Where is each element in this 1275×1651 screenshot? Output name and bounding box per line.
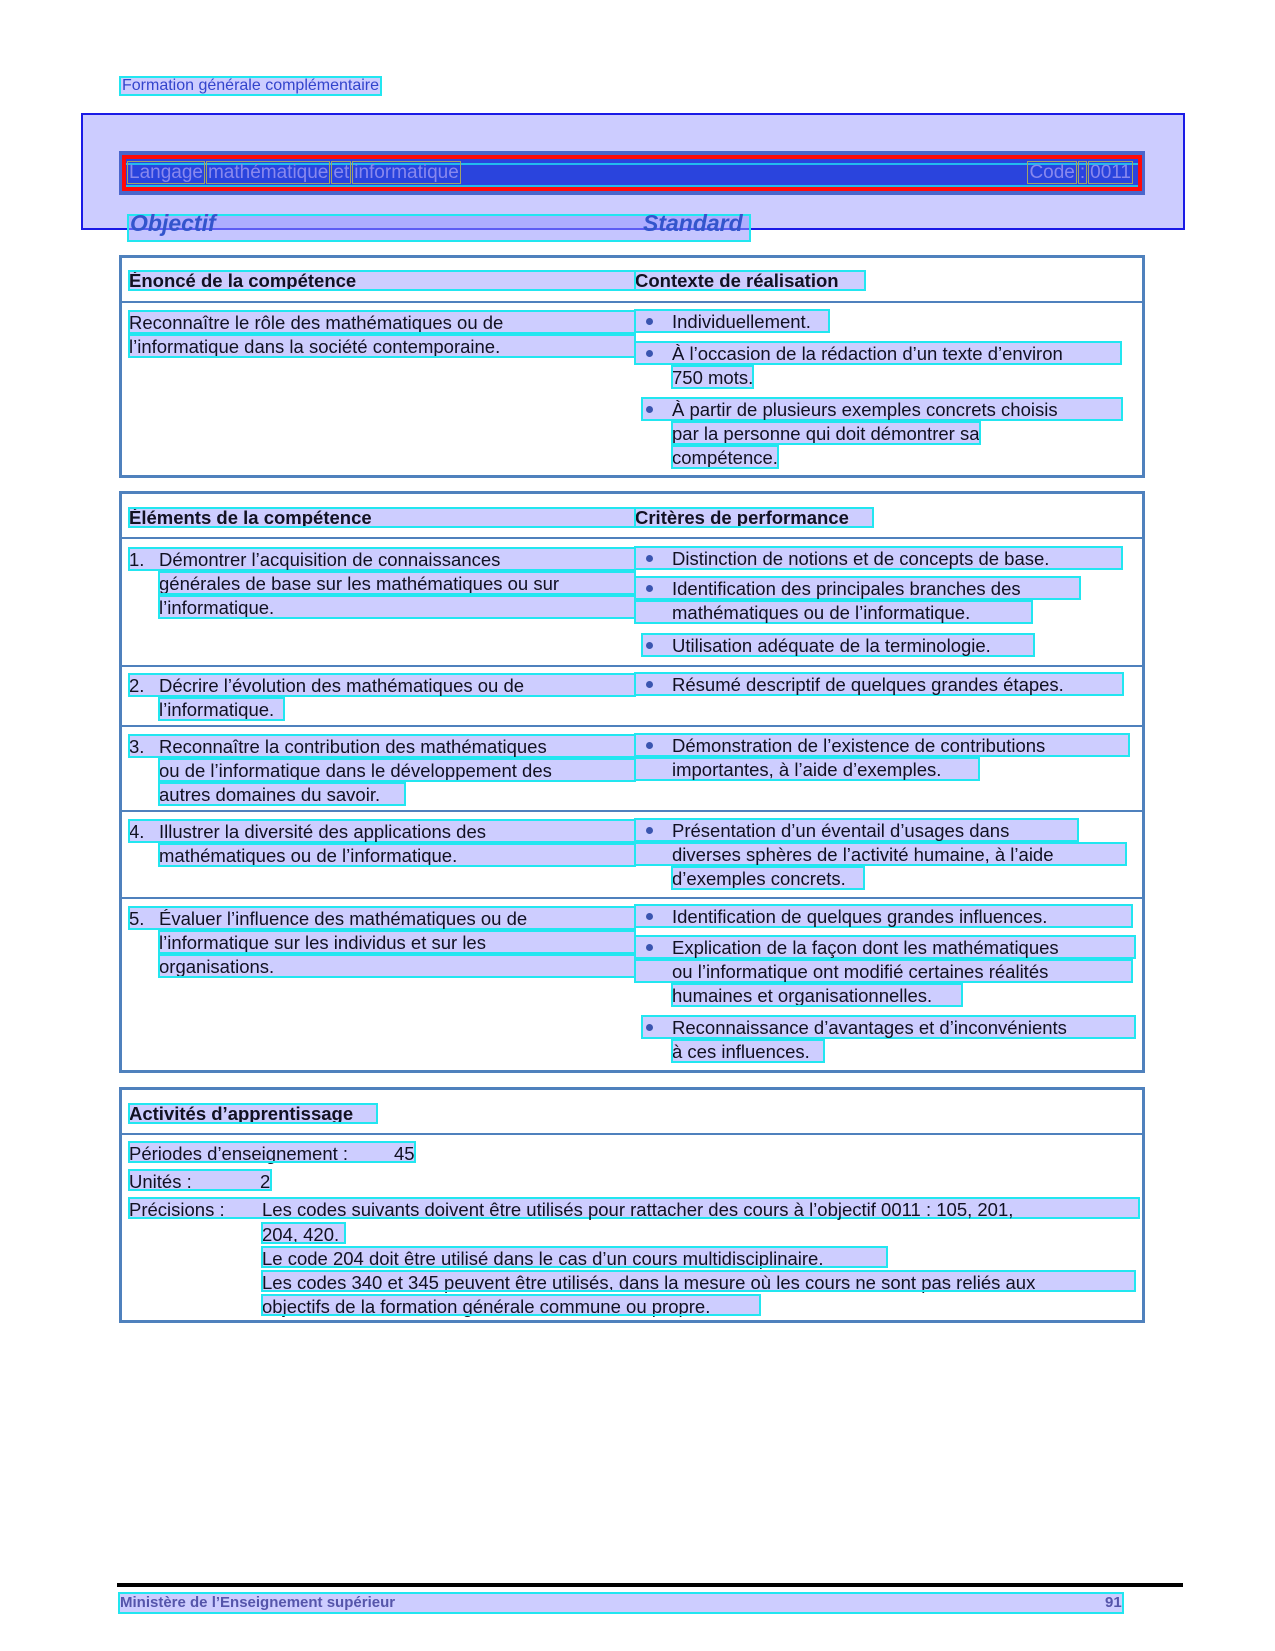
criteria-heading: Critères de performance: [635, 508, 873, 527]
precision-line: 204, 420.: [262, 1223, 345, 1243]
title-word: mathématique: [207, 162, 329, 183]
context-item: À l’occasion de la rédaction d’un texte d’environ: [635, 342, 1121, 364]
precision-line: Les codes suivants doivent être utilisés pour rattacher des cours à l’objectif 0011 : 105, 201,: [262, 1199, 1014, 1220]
element-item: 5. Évaluer l’influence des mathématiques ou de: [129, 907, 635, 929]
units-value: 2: [260, 1171, 271, 1192]
criterion-cont: diverses sphères de l’activité humaine, à l’aide: [635, 843, 1126, 865]
elements-heading: Éléments de la compétence: [129, 508, 635, 527]
code-label: Code: [1029, 162, 1075, 183]
criterion-cont: à ces influences.: [672, 1040, 824, 1062]
element-number: 5.: [129, 908, 145, 929]
context-item-cont: 750 mots.: [672, 367, 754, 388]
units-row: [129, 1170, 271, 1190]
element-number: 1.: [129, 549, 145, 570]
criterion: Résumé descriptif de quelques grandes étapes.: [635, 673, 1123, 695]
program-title: [128, 162, 463, 184]
element-item: 2. Décrire l’évolution des mathématiques ou de: [129, 674, 635, 696]
divider: [122, 810, 1142, 812]
criterion: Identification de quelques grandes influences.: [635, 905, 1132, 927]
activities-heading: Activités d’apprentissage: [129, 1104, 377, 1123]
bullet-icon: [646, 350, 653, 357]
precisions-label: Précisions :: [129, 1199, 225, 1220]
units-label: Unités :: [129, 1171, 192, 1192]
periods-label: Périodes d’enseignement :: [129, 1143, 349, 1164]
criterion: Présentation d’un éventail d’usages dans: [635, 819, 1078, 841]
bullet-icon: [646, 318, 653, 325]
element-cont: mathématiques ou de l’informatique.: [159, 844, 635, 866]
page-number: 91: [1105, 1594, 1122, 1611]
statement-line: l’informatique dans la société contemporaine.: [129, 335, 635, 357]
divider: [122, 301, 1142, 303]
criterion: Identification des principales branches des: [635, 577, 1080, 599]
title-word: informatique: [354, 162, 459, 183]
element-number: 3.: [129, 736, 145, 757]
running-head: Formation générale complémentaire: [122, 77, 380, 94]
context-item: Individuellement.: [635, 310, 829, 332]
bullet-icon: [646, 913, 653, 920]
element-number: 4.: [129, 821, 145, 842]
title-word: et: [333, 162, 350, 183]
competence-table: [119, 255, 1145, 478]
periods-row: [129, 1142, 415, 1162]
element-cont: organisations.: [159, 955, 635, 977]
divider: [122, 537, 1142, 539]
criterion: Reconnaissance d’avantages et d’inconvénients: [642, 1016, 1135, 1038]
code-separator: :: [1079, 162, 1086, 183]
activities-table: [119, 1087, 1145, 1323]
element-number: 2.: [129, 675, 145, 696]
element-item: 4. Illustrer la diversité des applications des: [129, 820, 635, 842]
element-item: 1. Démontrer l’acquisition de connaissances: [129, 548, 635, 570]
precision-line: objectifs de la formation générale commune ou propre.: [262, 1295, 760, 1315]
element-cont: l’informatique.: [159, 596, 635, 618]
bullet-icon: [646, 1024, 653, 1031]
statement-heading: Énoncé de la compétence: [129, 271, 635, 290]
bullet-icon: [646, 555, 653, 562]
element-cont: autres domaines du savoir.: [159, 783, 405, 805]
element-cont: l’informatique.: [159, 698, 284, 720]
criterion: Démonstration de l’existence de contributions: [635, 734, 1129, 756]
standard-label: Standard: [643, 210, 743, 236]
divider: [122, 1133, 1142, 1135]
divider: [122, 897, 1142, 899]
precision-line: Les codes 340 et 345 peuvent être utilisés, dans la mesure où les cours ne sont pas reliés aux: [262, 1271, 1135, 1291]
criterion-cont: humaines et organisationnelles.: [672, 984, 962, 1006]
bullet-icon: [646, 406, 653, 413]
precision-line: Le code 204 doit être utilisé dans le cas d’un cours multidisciplinaire.: [262, 1247, 887, 1267]
statement-line: Reconnaître le rôle des mathématiques ou de: [129, 311, 635, 333]
context-heading: Contexte de réalisation: [635, 271, 865, 290]
criterion: Distinction de notions et de concepts de base.: [635, 547, 1122, 569]
criterion: Utilisation adéquate de la terminologie.: [642, 634, 1034, 656]
elements-table: [119, 491, 1145, 1073]
element-cont: l’informatique sur les individus et sur les: [159, 931, 635, 953]
context-item-cont: compétence.: [672, 447, 778, 468]
criterion-cont: ou l’informatique ont modifié certaines réalités: [635, 960, 1132, 982]
code-value: 0011: [1090, 162, 1131, 183]
element-item: 3. Reconnaître la contribution des mathématiques: [129, 735, 635, 757]
bullet-icon: [646, 742, 653, 749]
program-code: [1028, 162, 1135, 184]
objective-label: Objectif: [130, 210, 216, 236]
precisions-row: [129, 1198, 1139, 1218]
context-item-cont: par la personne qui doit démontrer sa: [672, 423, 980, 444]
bullet-icon: [646, 827, 653, 834]
criterion: Explication de la façon dont les mathématiques: [635, 936, 1135, 958]
criterion-cont: mathématiques ou de l’informatique.: [635, 601, 1032, 623]
bullet-icon: [646, 681, 653, 688]
criterion-cont: importantes, à l’aide d’exemples.: [635, 758, 979, 780]
bullet-icon: [646, 944, 653, 951]
element-cont: ou de l’informatique dans le développement des: [159, 759, 635, 781]
divider: [122, 665, 1142, 667]
element-cont: générales de base sur les mathématiques ou sur: [159, 572, 635, 594]
bullet-icon: [646, 642, 653, 649]
context-item: À partir de plusieurs exemples concrets choisis: [642, 398, 1122, 420]
bullet-icon: [646, 585, 653, 592]
criterion-cont: d’exemples concrets.: [672, 867, 864, 889]
divider: [122, 725, 1142, 727]
footer-ministry: Ministère de l’Enseignement supérieur: [120, 1594, 396, 1611]
footer-rule: [117, 1583, 1183, 1587]
periods-value: 45: [394, 1143, 415, 1164]
title-word: Langage: [129, 162, 203, 183]
